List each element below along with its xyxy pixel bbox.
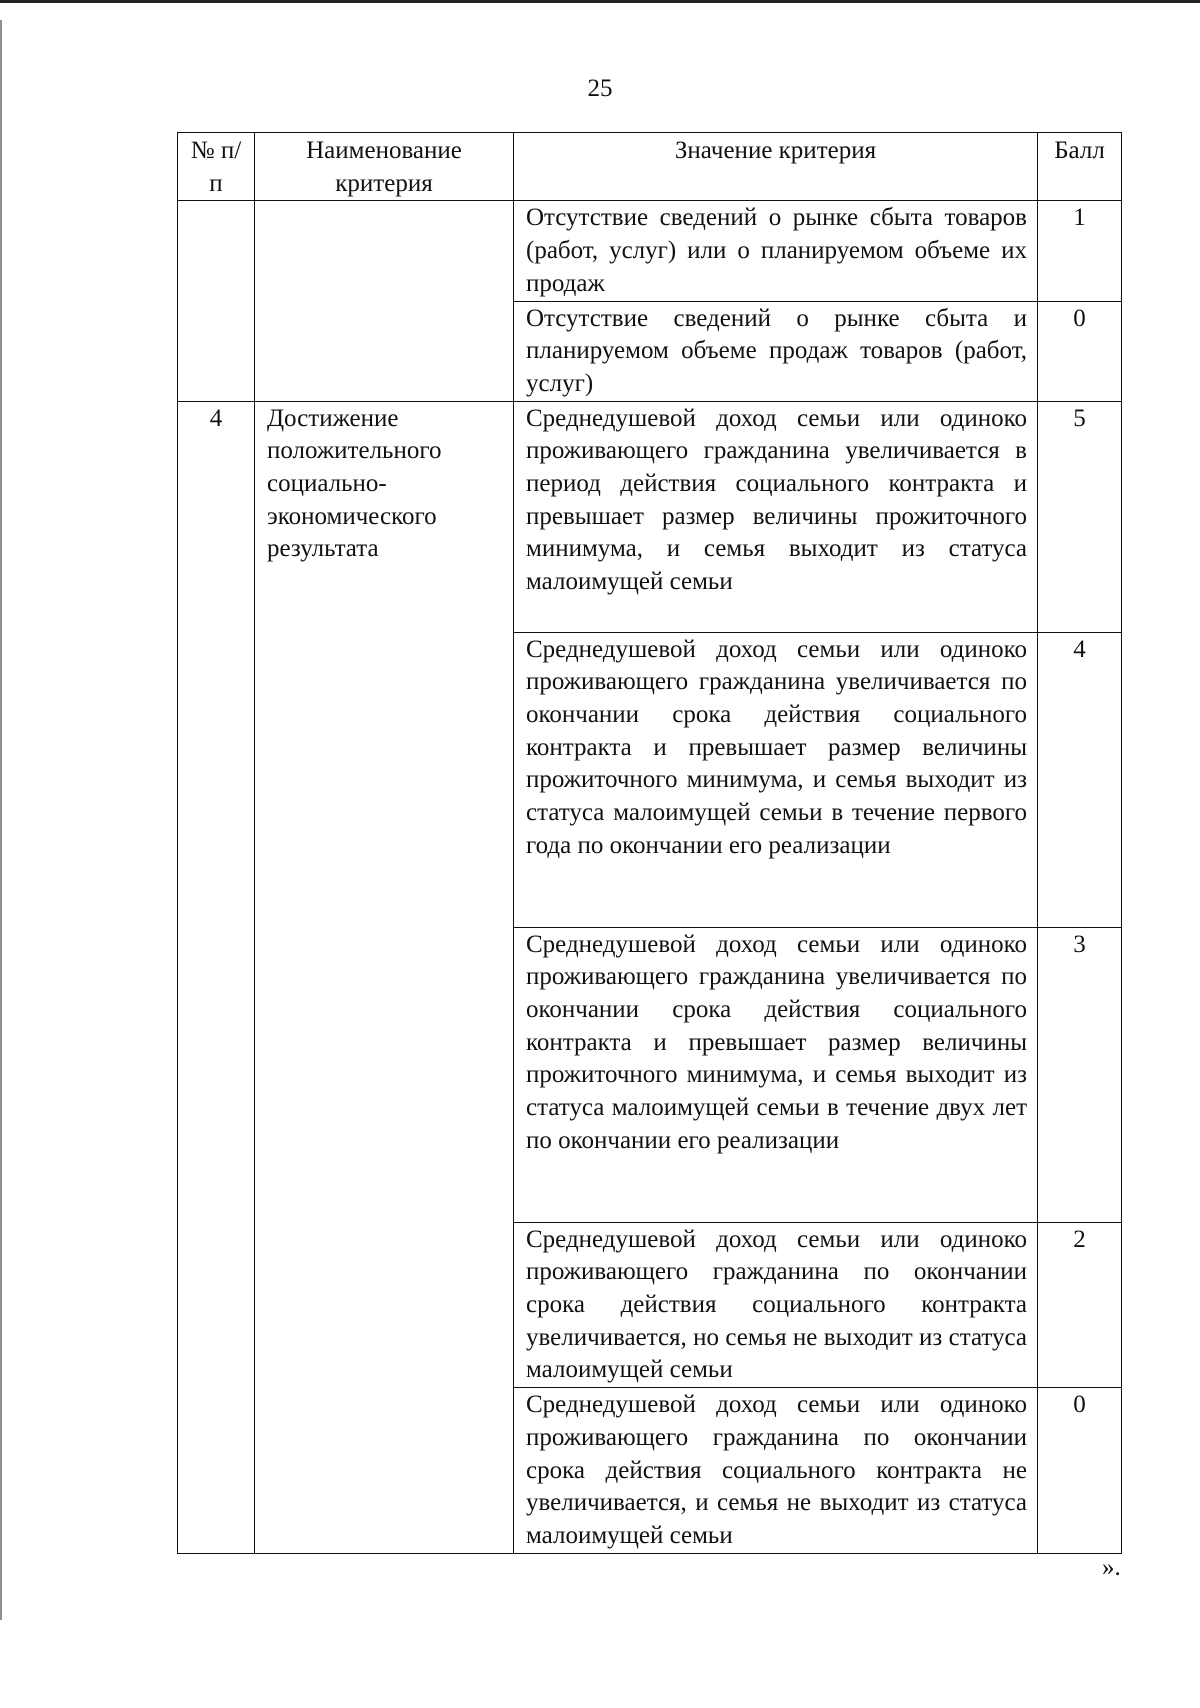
row-score: 4 bbox=[1038, 632, 1122, 927]
row-score: 5 bbox=[1038, 401, 1122, 632]
row-score: 0 bbox=[1038, 1388, 1122, 1554]
row-name: Достижение положительного социально-экономического результата bbox=[255, 401, 514, 1553]
table-header-row bbox=[178, 133, 1122, 201]
table-row bbox=[178, 401, 1122, 632]
row-value: Отсутствие сведений о рынке сбыта и планируемом объеме продаж товаров (работ, услуг) bbox=[514, 301, 1038, 401]
row-value: Среднедушевой доход семьи или одиноко проживающего гражданина увеличивается по окончании срока действия социального контракта и превышает размер величины прожиточного минимума, и семья выходит из статуса малоимущей семьи в течение двух лет по окончании его реализации bbox=[514, 927, 1038, 1222]
row-name bbox=[255, 201, 514, 401]
row-score: 1 bbox=[1038, 201, 1122, 301]
scan-edge-left bbox=[0, 20, 2, 1620]
table-row bbox=[178, 201, 1122, 301]
row-value: Среднедушевой доход семьи или одиноко проживающего гражданина по окончании срока действия социального контракта не увеличивается, и семья не выходит из статуса малоимущей семьи bbox=[514, 1388, 1038, 1554]
row-score: 2 bbox=[1038, 1222, 1122, 1388]
row-value: Отсутствие сведений о рынке сбыта товаров (работ, услуг) или о планируемом объеме их продаж bbox=[514, 201, 1038, 301]
row-score: 0 bbox=[1038, 301, 1122, 401]
closing-quote-mark: ». bbox=[1102, 1554, 1121, 1581]
row-num: 4 bbox=[178, 401, 255, 1553]
header-score: Балл bbox=[1038, 133, 1122, 201]
row-score: 3 bbox=[1038, 927, 1122, 1222]
header-num: № п/п bbox=[178, 133, 255, 201]
page-number: 25 bbox=[587, 75, 613, 102]
row-value: Среднедушевой доход семьи или одиноко проживающего гражданина увеличивается в период действия социального контракта и превышает размер величины прожиточного минимума, и семья выходит из статуса малоимущей семьи bbox=[514, 401, 1038, 632]
header-value: Значение критерия bbox=[514, 133, 1038, 201]
header-name: Наименование критерия bbox=[255, 133, 514, 201]
scan-edge-top bbox=[0, 0, 1200, 3]
criteria-table bbox=[177, 132, 1122, 1554]
row-value: Среднедушевой доход семьи или одиноко проживающего гражданина увеличивается по окончании срока действия социального контракта и превышает размер величины прожиточного минимума, и семья выходит из статуса малоимущей семьи в течение первого года по окончании его реализации bbox=[514, 632, 1038, 927]
row-value: Среднедушевой доход семьи или одиноко проживающего гражданина по окончании срока действия социального контракта увеличивается, но семья не выходит из статуса малоимущей семьи bbox=[514, 1222, 1038, 1388]
row-num bbox=[178, 201, 255, 401]
